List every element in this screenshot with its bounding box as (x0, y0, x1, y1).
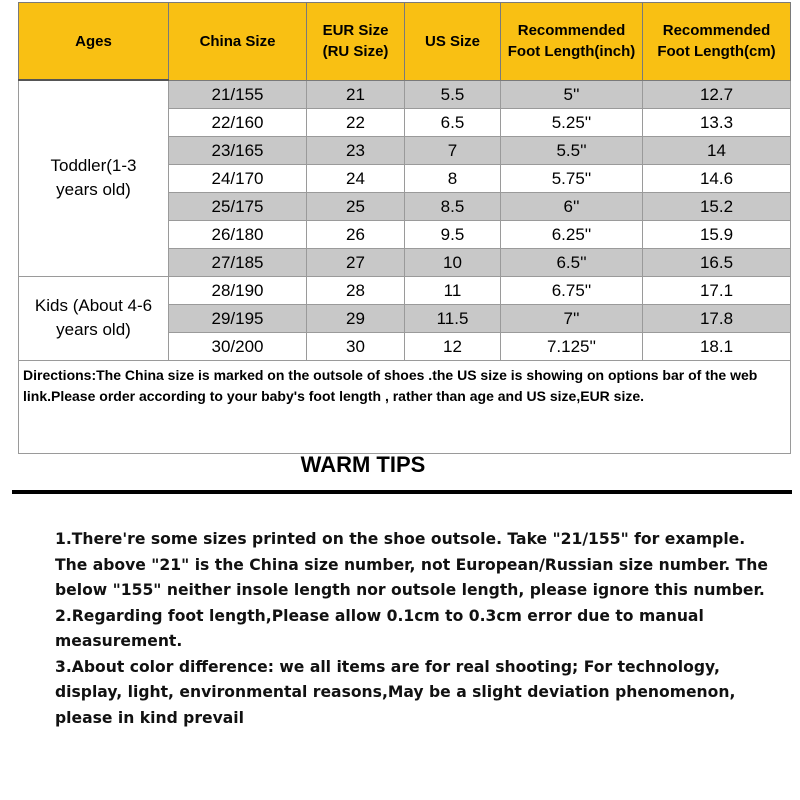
header-foot-length-cm: Recommended Foot Length(cm) (643, 3, 791, 81)
cell-china: 28/190 (169, 276, 307, 304)
cell-eur: 22 (307, 108, 405, 136)
table-header-row (19, 3, 791, 81)
cell-inch: 7'' (501, 304, 643, 332)
cell-eur: 23 (307, 136, 405, 164)
cell-cm: 18.1 (643, 332, 791, 360)
cell-china: 30/200 (169, 332, 307, 360)
cell-us: 7 (405, 136, 501, 164)
cell-eur: 24 (307, 164, 405, 192)
group-toddler: Toddler(1-3 years old) (19, 80, 169, 276)
cell-cm: 17.8 (643, 304, 791, 332)
cell-eur: 25 (307, 192, 405, 220)
size-chart-table (18, 2, 791, 454)
cell-us: 8 (405, 164, 501, 192)
cell-inch: 7.125'' (501, 332, 643, 360)
header-us-size: US Size (405, 3, 501, 81)
cell-us: 11.5 (405, 304, 501, 332)
cell-us: 12 (405, 332, 501, 360)
group-kids: Kids (About 4-6 years old) (19, 276, 169, 360)
divider-rule (12, 490, 792, 494)
cell-cm: 14 (643, 136, 791, 164)
cell-china: 24/170 (169, 164, 307, 192)
directions-row (19, 360, 791, 453)
cell-cm: 13.3 (643, 108, 791, 136)
cell-inch: 6.5'' (501, 248, 643, 276)
cell-cm: 17.1 (643, 276, 791, 304)
cell-china: 26/180 (169, 220, 307, 248)
cell-inch: 6'' (501, 192, 643, 220)
cell-inch: 5.75'' (501, 164, 643, 192)
cell-eur: 27 (307, 248, 405, 276)
cell-cm: 15.2 (643, 192, 791, 220)
cell-us: 5.5 (405, 80, 501, 108)
cell-us: 9.5 (405, 220, 501, 248)
cell-cm: 15.9 (643, 220, 791, 248)
cell-cm: 16.5 (643, 248, 791, 276)
cell-us: 8.5 (405, 192, 501, 220)
header-china-size: China Size (169, 3, 307, 81)
header-ages: Ages (19, 3, 169, 81)
cell-eur: 21 (307, 80, 405, 108)
cell-china: 21/155 (169, 80, 307, 108)
cell-eur: 29 (307, 304, 405, 332)
cell-inch: 5.5'' (501, 136, 643, 164)
tip-1: 1.There're some sizes printed on the shoe outsole. Take "21/155" for example. The above "21" is the China size number, not European/Russian size number. The below "155" neither insole length nor outsole length, please ignore this number. (55, 530, 768, 599)
warm-tips-title: WARM TIPS (300, 452, 426, 477)
cell-eur: 26 (307, 220, 405, 248)
tip-3: 3.About color difference: we all items are for real shooting; For technology, display, light, environmental reasons,May be a slight deviation phenomenon, please in kind prevail (55, 657, 736, 727)
cell-inch: 6.25'' (501, 220, 643, 248)
cell-china: 23/165 (169, 136, 307, 164)
cell-us: 6.5 (405, 108, 501, 136)
header-foot-length-inch: Recommended Foot Length(inch) (501, 3, 643, 81)
cell-eur: 28 (307, 276, 405, 304)
warm-tips-list (55, 527, 775, 731)
cell-eur: 30 (307, 332, 405, 360)
table-row (19, 80, 791, 108)
cell-inch: 6.75'' (501, 276, 643, 304)
header-eur-size: EUR Size (RU Size) (307, 3, 405, 81)
cell-china: 25/175 (169, 192, 307, 220)
table-row (19, 276, 791, 304)
cell-china: 22/160 (169, 108, 307, 136)
cell-china: 29/195 (169, 304, 307, 332)
cell-us: 10 (405, 248, 501, 276)
tip-2: 2.Regarding foot length,Please allow 0.1cm to 0.3cm error due to manual measurement. (55, 606, 704, 650)
cell-china: 27/185 (169, 248, 307, 276)
cell-inch: 5.25'' (501, 108, 643, 136)
cell-cm: 14.6 (643, 164, 791, 192)
cell-cm: 12.7 (643, 80, 791, 108)
directions-text: Directions:The China size is marked on the outsole of shoes .the US size is showing on options bar of the web link.Please order according to your baby's foot length , rather than age and US size,EUR size. (19, 360, 791, 453)
cell-us: 11 (405, 276, 501, 304)
cell-inch: 5'' (501, 80, 643, 108)
